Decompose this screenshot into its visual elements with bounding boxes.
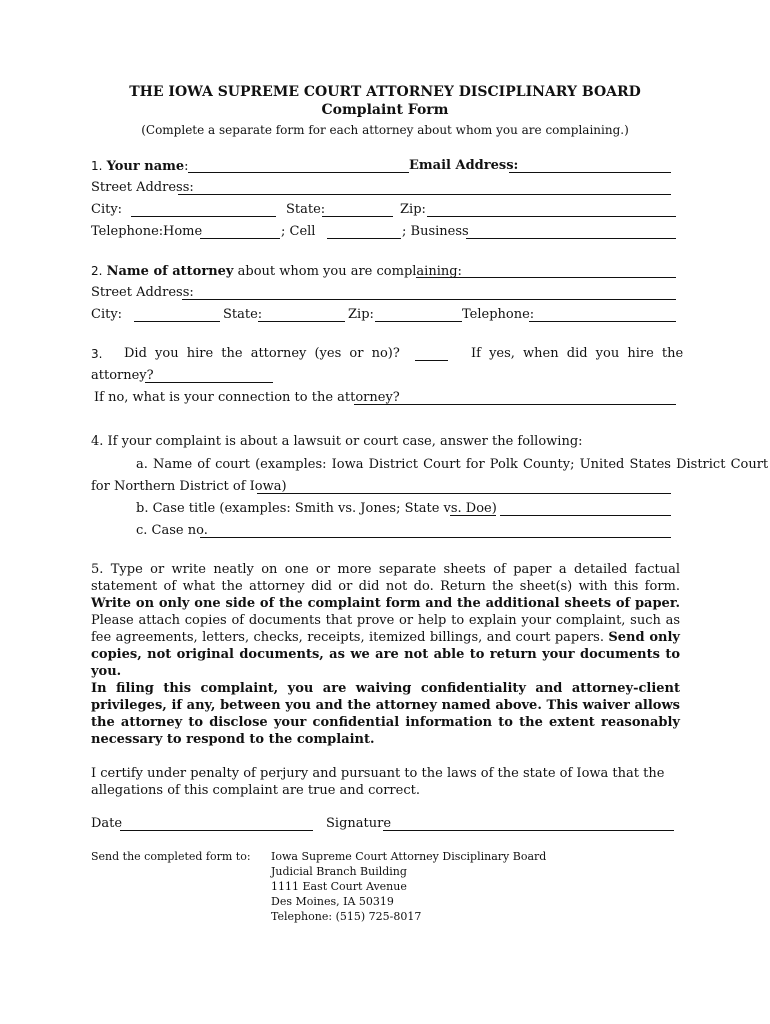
attorney-state-field[interactable] [258,321,345,322]
signature-label: Signature [326,816,392,831]
date-field[interactable] [120,830,313,831]
case-title-field-1[interactable] [450,515,496,516]
court-name-label-cont: for Northern District of Iowa) [91,479,287,494]
attorney-name-field[interactable] [416,277,676,278]
section1-row-name [91,158,189,175]
address-line: Judicial Branch Building [271,865,407,878]
form-instruction: (Complete a separate form for each attorney about whom you are complaining.) [141,123,629,137]
court-name-label: a. Name of court (examples: Iowa District Court for Polk County; United States District Court [136,457,769,472]
your-name-colon: : [184,159,189,174]
zip-field[interactable] [427,216,676,217]
connection-field[interactable] [354,404,676,405]
certify-paragraph: I certify under penalty of perjury and pursuant to the laws of the state of Iowa that the allegations of this complaint are true and correct. [91,766,665,798]
your-name-label: Your name [106,159,185,174]
address-line: Telephone: (515) 725-8017 [271,910,422,923]
section5-text: 5. Type or write neatly on one or more separate sheets of paper a detailed factual statement of what the attorney did or did not do. Return the sheet(s) with this form. [91,562,680,594]
address-line: 1111 East Court Avenue [271,880,407,893]
email-label: Email Address: [409,158,519,173]
attorney-state-label: State: [223,307,263,322]
telephone-label: Telephone: [91,224,164,239]
form-title: THE IOWA SUPREME COURT ATTORNEY DISCIPLINARY BOARD [129,84,641,100]
section5-paragraph [91,561,680,680]
section2-row-name [91,263,462,280]
cell-label: ; Cell [281,224,316,239]
case-title-field-2[interactable] [500,515,671,516]
attorney-telephone-field[interactable] [529,321,676,322]
address-line: Des Moines, IA 50319 [271,895,394,908]
attorney-city-field[interactable] [134,321,220,322]
hire-answer-field[interactable] [415,360,448,361]
section3-number-text: 3. [91,347,103,361]
case-no-label: c. Case no. [136,523,208,538]
case-title-label: b. Case title (examples: Smith vs. Jones; State vs. Doe) [136,501,497,516]
zip-label: Zip: [400,202,426,217]
section2-number: 2. [91,264,103,278]
waiver-paragraph: In filing this complaint, you are waiving confidentiality and attorney-client privileges, if any, between you and the attorney named above. This waiver allows the attorney to disclose your confidential information to the extent reasonably necessary to respond to the complaint. [91,681,680,747]
email-field[interactable] [509,172,671,173]
section5-bold-2: Send only copies, not original documents, as we are not able to return your documents to you. [91,630,680,679]
business-phone-field[interactable] [466,238,676,239]
date-label: Date [91,816,123,831]
attorney-about-text: about whom you are complaining: [237,264,462,279]
attorney-zip-label: Zip: [348,307,374,322]
form-subtitle: Complaint Form [321,102,449,118]
signature-field[interactable] [383,830,674,831]
section5-text-cont: Please attach copies of documents that prove or help to explain your complaint, such as fee agreements, letters, checks, receipts, itemized billings, and court papers. [91,613,680,645]
street-address-label: Street Address: [91,180,194,195]
case-no-field[interactable] [200,537,671,538]
city-field[interactable] [131,216,276,217]
hire-when-question: If yes, when did you hire the [471,346,684,361]
home-label: Home [163,224,203,239]
cell-phone-field[interactable] [327,238,401,239]
hire-when-field[interactable] [145,382,273,383]
attorney-telephone-label: Telephone: [462,307,535,322]
attorney-city-label: City: [91,307,123,322]
address-line: Iowa Supreme Court Attorney Disciplinary Board [271,850,547,863]
state-field[interactable] [322,216,393,217]
section1-number: 1. [91,159,103,173]
street-address-field[interactable] [178,194,671,195]
section5-bold: Write on only one side of the complaint form and the additional sheets of paper. [91,596,680,611]
hire-when-label: attorney? [91,368,154,383]
your-name-field[interactable] [188,172,409,173]
state-label: State: [286,202,326,217]
section3-number [91,346,102,363]
attorney-street-field[interactable] [182,299,676,300]
court-name-field[interactable] [257,493,671,494]
connection-question: If no, what is your connection to the attorney? [94,390,400,405]
attorney-name-label: Name of attorney [106,264,234,279]
city-label: City: [91,202,123,217]
attorney-street-label: Street Address: [91,285,194,300]
hire-question: Did you hire the attorney (yes or no)? [124,346,400,361]
business-label: ; Business [402,224,469,239]
send-to-label: Send the completed form to: [91,850,251,863]
attorney-zip-field[interactable] [375,321,462,322]
home-phone-field[interactable] [200,238,280,239]
lawsuit-intro: 4. If your complaint is about a lawsuit or court case, answer the following: [91,434,583,449]
